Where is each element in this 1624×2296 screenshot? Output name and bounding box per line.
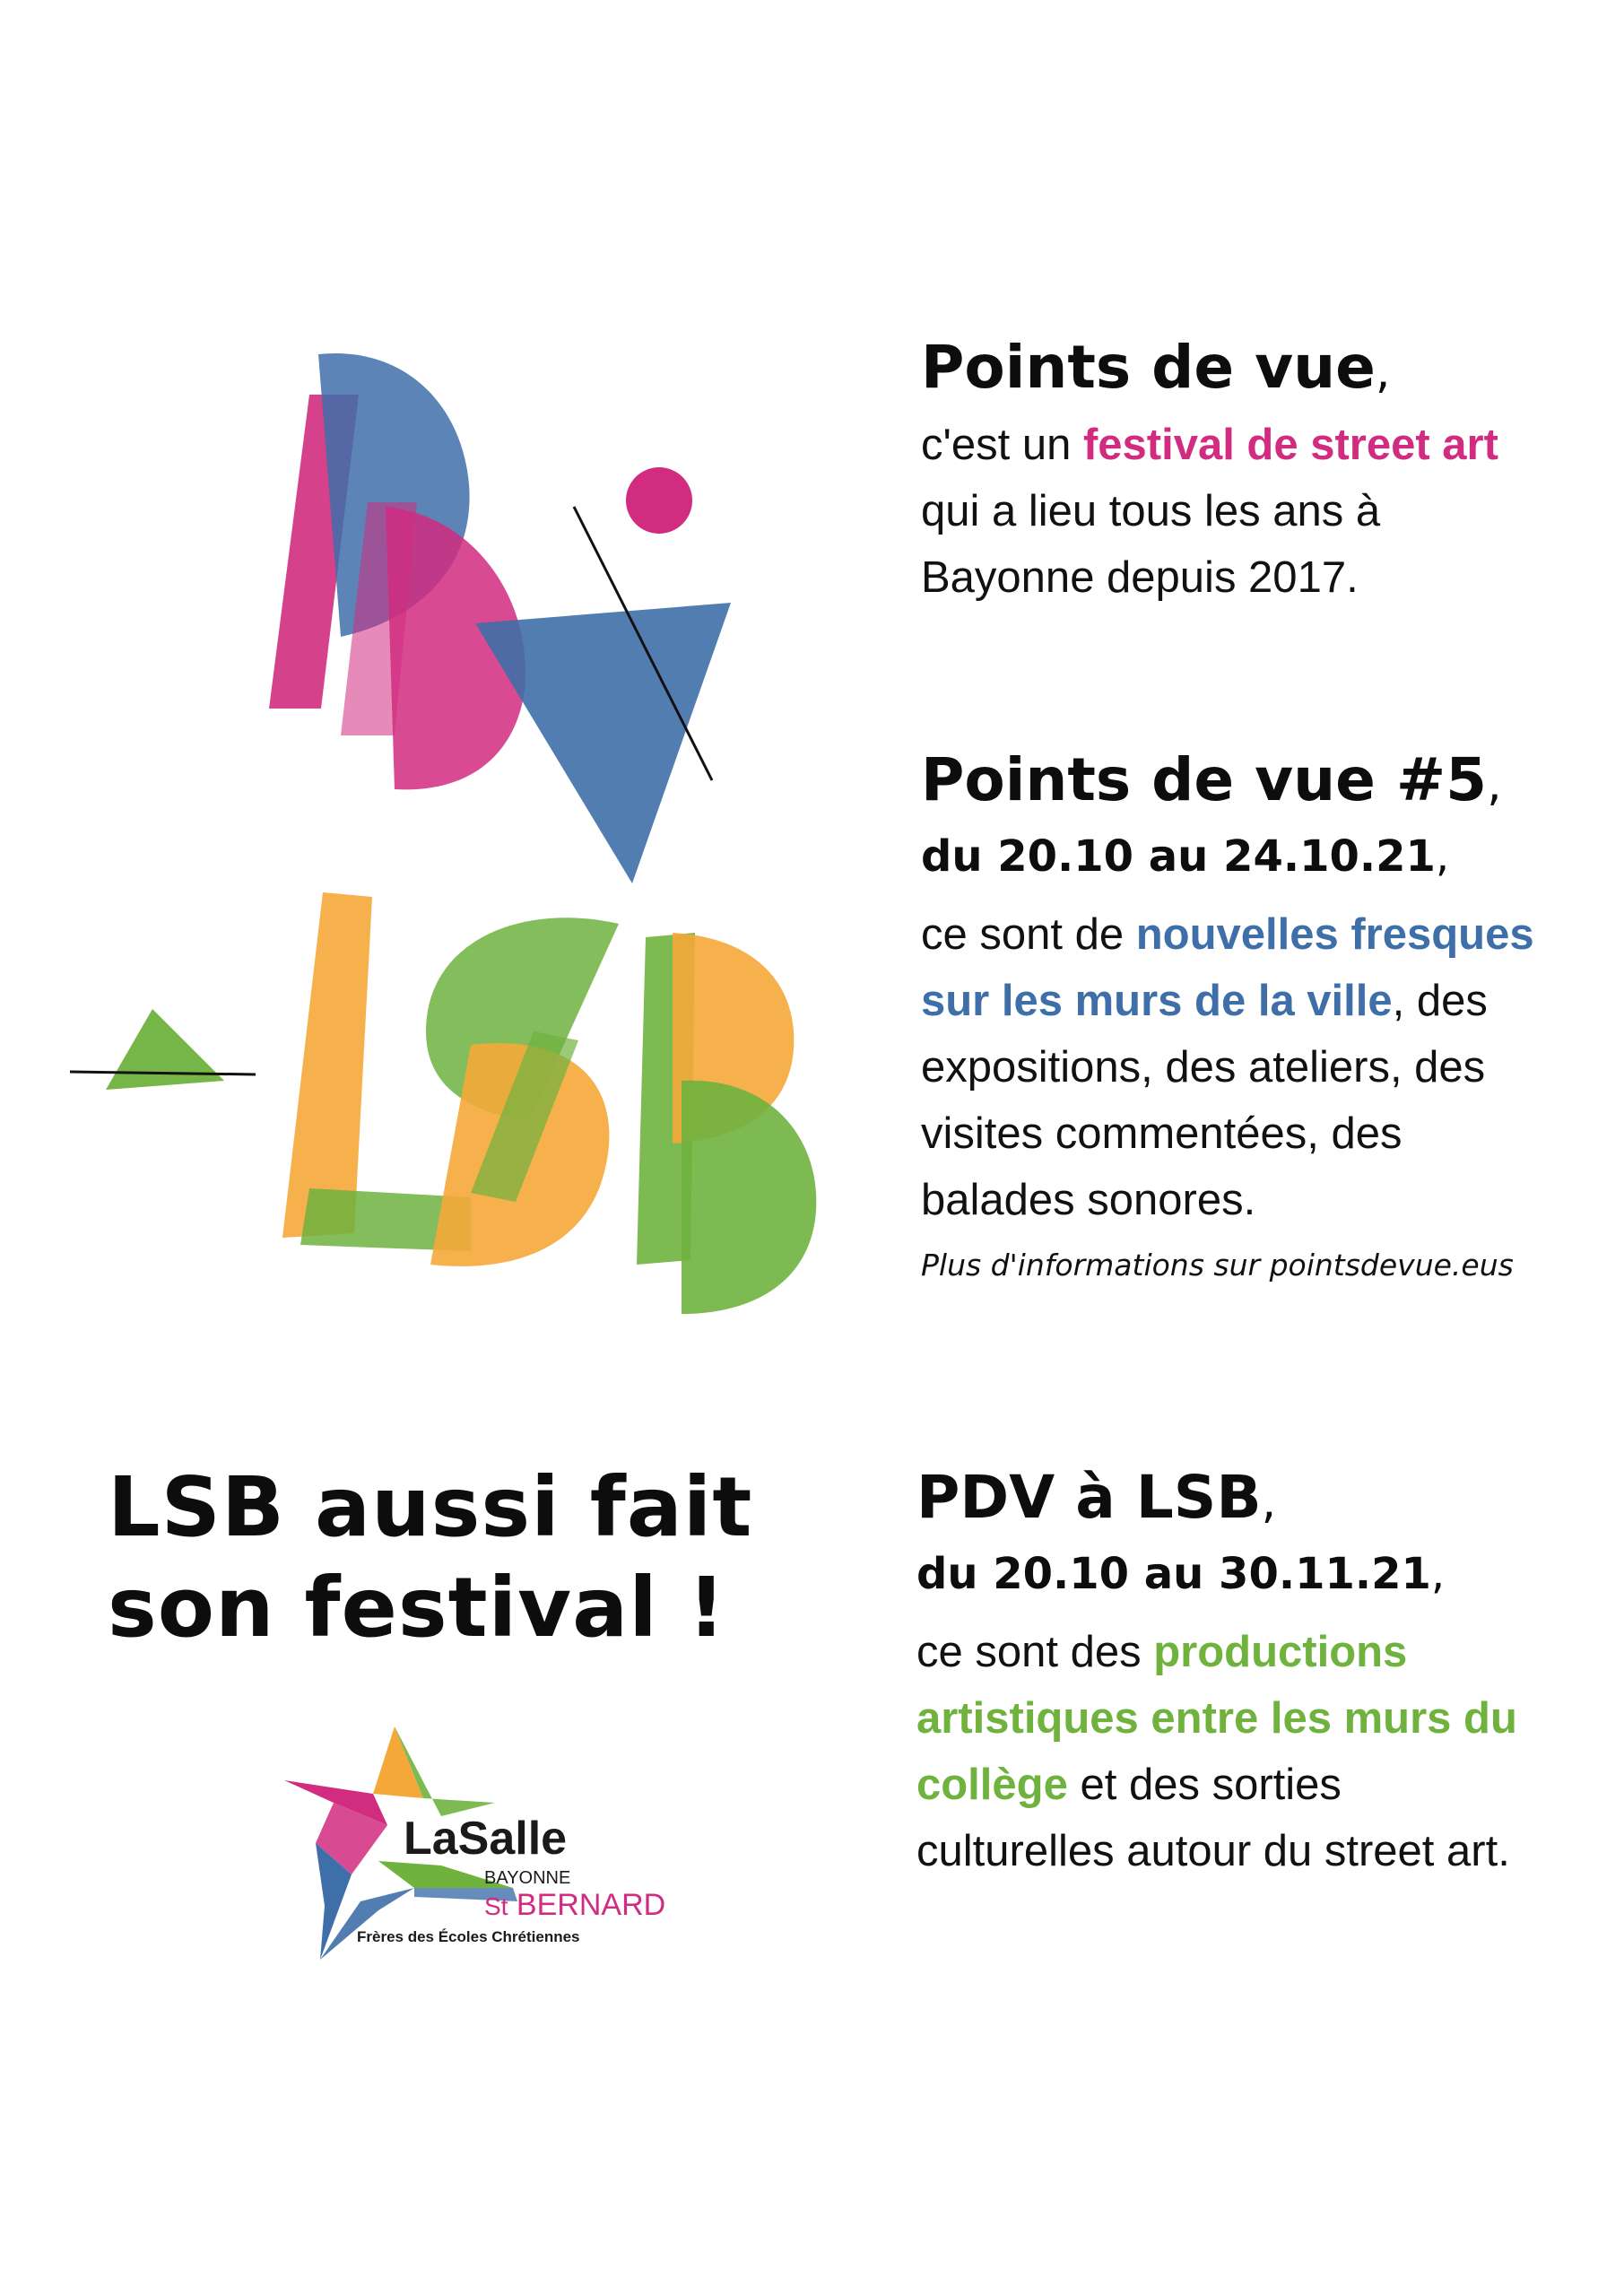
school-logo: [280, 1718, 692, 1969]
pdv-dot-shape: [626, 467, 692, 534]
school-logo-name: LaSalle: [404, 1813, 568, 1865]
section2-desc-pre: ce sont de: [921, 910, 1136, 959]
section3-highlight: productions artistiques entre les murs du collège: [916, 1628, 1517, 1809]
school-logo-saint: [484, 1888, 665, 1923]
section2-date: [921, 828, 1567, 885]
section1-title-text: Points de vue: [921, 333, 1376, 402]
section3-title-comma: ,: [1261, 1475, 1277, 1529]
section-points-de-vue: [921, 332, 1567, 611]
lsb-small-triangle-shape: [106, 1009, 224, 1090]
section3-title-text: PDV à LSB: [916, 1463, 1262, 1532]
section1-line2: qui a lieu tous les ans à: [921, 487, 1381, 535]
section1-line1-text: c'est un: [921, 421, 1083, 469]
section2-date-text: du 20.10 au 24.10.21: [921, 831, 1436, 882]
section2-date-comma: ,: [1435, 831, 1450, 882]
section2-title-comma: ,: [1487, 758, 1502, 812]
school-logo-city: BAYONNE: [484, 1868, 571, 1888]
section2-highlight: nouvelles fresques sur les murs de la ville: [921, 910, 1534, 1025]
pdv-lsb-logo-icon: [63, 350, 834, 1327]
section3-date: [916, 1545, 1571, 1603]
section3-description: [916, 1619, 1544, 1884]
headline-line2: son festival !: [108, 1560, 726, 1656]
section2-description: [921, 901, 1567, 1233]
section3-title: [916, 1462, 1571, 1538]
school-logo-tagline: Frères des Écoles Chrétiennes: [357, 1928, 580, 1945]
section3-desc-post: et des sorties culturelles autour du street art.: [916, 1761, 1510, 1875]
section1-description: [921, 412, 1567, 611]
section1-title: [921, 332, 1567, 408]
section3-date-text: du 20.10 au 30.11.21: [916, 1549, 1431, 1599]
section1-highlight: festival de street art: [1082, 421, 1498, 469]
section1-title-comma: ,: [1375, 345, 1391, 399]
section3-date-comma: ,: [1430, 1549, 1446, 1599]
section2-more-info: Plus d'informations sur pointsdevue.eus: [921, 1248, 1514, 1283]
headline-line1: LSB aussi fait: [108, 1459, 753, 1555]
section1-line3: Bayonne depuis 2017.: [921, 553, 1359, 602]
section-pdv-a-lsb: [916, 1462, 1571, 1884]
section-points-de-vue-5: [921, 744, 1567, 1285]
school-logo-bernard: BERNARD: [516, 1888, 666, 1922]
section2-title: [921, 744, 1567, 821]
lsb-b-bottom-shape: [682, 1081, 816, 1314]
section3-desc-pre: ce sont des: [916, 1628, 1154, 1676]
school-logo-st: St: [484, 1892, 508, 1920]
lsb-l-stem-shape: [282, 892, 372, 1238]
section2-desc-post: , des expositions, des ateliers, des visites commentées, des balades sonores.: [921, 977, 1488, 1224]
section2-title-text: Points de vue #5: [921, 745, 1488, 814]
headline: [108, 1457, 752, 1658]
lsb-horizontal-line: [70, 1072, 256, 1074]
